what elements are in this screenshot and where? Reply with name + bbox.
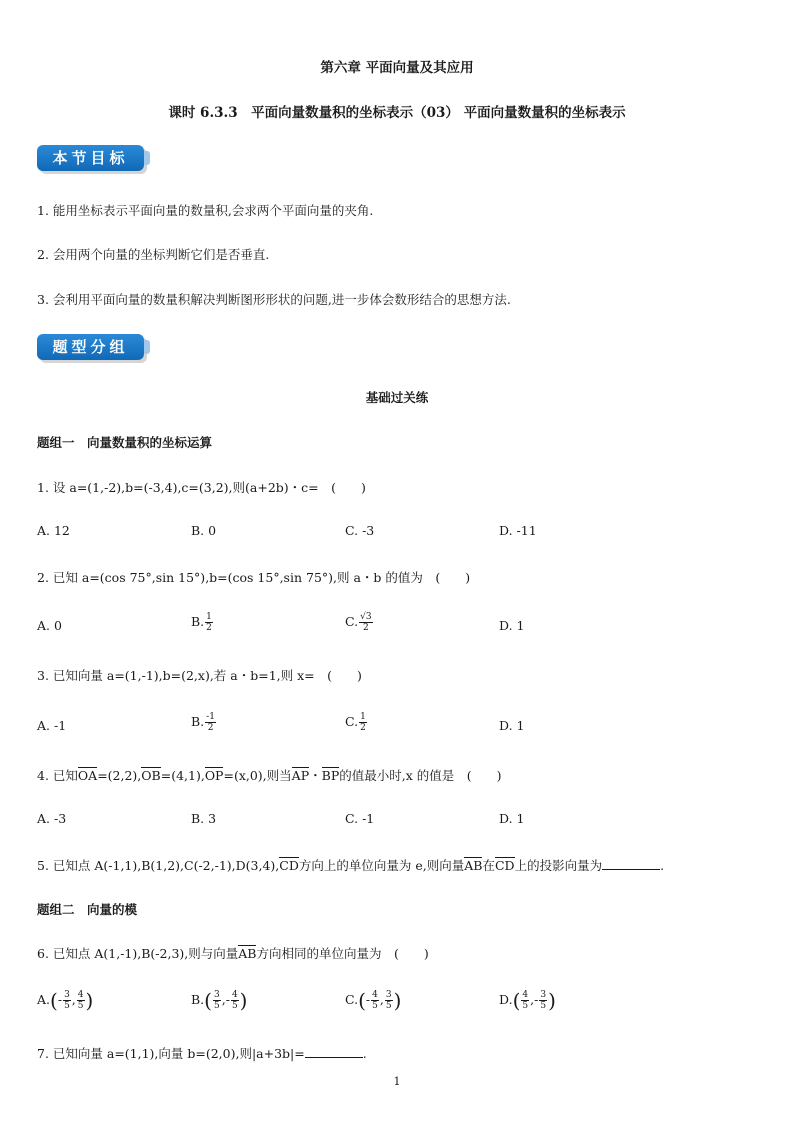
fraction-denominator: 5 [77,1001,84,1011]
q5-text: 在 [482,858,495,873]
objectives-section-label: 本节目标 [37,145,144,171]
q4-option-b: B. 3 [191,811,217,826]
q2-option-c-fraction [359,612,372,633]
q4-option-a: A. -3 [37,811,67,826]
vector-cd: CD [279,858,299,873]
right-paren: ) [548,988,556,1013]
q1-option-b: B. 0 [191,523,217,538]
q4-text: =(2,2), [97,768,142,783]
q7-stem [37,1044,367,1062]
lesson-title: 课时 6.3.3 平面向量数量积的坐标表示（03） 平面向量数量积的坐标表示 [168,105,626,121]
chapter-title: 第六章 平面向量及其应用 [320,60,474,76]
fraction-denominator: 5 [372,1001,378,1011]
q6-option-a: A.(- $\frac{3}{5}$ , $\frac{4}{5}$ ) [37,988,94,1013]
fraction-numerator: 4 [231,990,238,1000]
fraction-denominator: 2 [360,723,366,733]
fraction-denominator: 2 [206,623,212,633]
q4-stem [37,766,502,784]
q3-stem: 3. 已知向量 a=(1,-1),b=(2,x),若 a・b=1,则 x= ( ) [37,668,362,683]
q6-text: 方向相同的单位向量为 ( ) [256,946,429,961]
q4-text: 的值最小时,x 的值是 ( ) [339,768,502,783]
vector-ap: AP [291,768,310,783]
fraction-numerator [205,712,216,723]
q3-option-a: A. -1 [37,718,67,733]
groups-section-label: 题型分组 [37,334,144,360]
fraction-denominator: 2 [207,723,214,733]
fraction [231,990,239,1011]
q5-text: 上的投影向量为 [514,858,603,873]
left-paren: ( [50,988,58,1013]
objective-2: 2. 会用两个向量的坐标判断它们是否垂直. [37,247,270,262]
option-label: C. [345,992,359,1007]
q3-option-b-label: B. [191,714,205,729]
q2-stem: 2. 已知 a=(cos 75°,sin 15°),b=(cos 15°,sin 75°),则 a・b 的值为 ( ) [37,570,471,585]
q7-text: . [362,1046,367,1061]
fraction [521,990,529,1011]
fraction [539,990,547,1011]
right-paren: ) [239,988,248,1013]
q1-option-d: D. -11 [499,523,537,538]
q6-text: 6. 已知点 A(1,-1),B(-2,3),则与向量 [37,946,239,961]
q1-option-c: C. -3 [345,523,375,538]
q5-stem [37,856,664,874]
page-number: 1 [393,1075,401,1088]
fraction-numerator: 3 [540,990,547,1000]
q6-option-c: C.(- $\frac{4}{5}$ , $\frac{3}{5}$ ) [345,988,402,1013]
fraction-denominator: 5 [64,1001,70,1011]
q2-option-c-label: C. [345,614,359,629]
fraction-denominator: 5 [522,1001,529,1011]
fraction [385,990,393,1011]
fraction-numerator: 3 [213,990,220,1000]
option-label: B. [191,992,205,1007]
q7-text: 7. 已知向量 a=(1,1),向量 b=(2,0),则|a+3b|= [37,1046,305,1061]
q3-option-c-fraction [359,712,367,733]
q2-option-b-label: B. [191,614,205,629]
minus-sign: - [57,992,63,1007]
q2-option-d: D. 1 [499,618,525,633]
vector-cd: CD [494,858,515,873]
fraction-denominator: 5 [385,1001,392,1011]
right-paren: ) [85,988,94,1013]
q3-option-c [345,712,368,733]
vector-bp: BP [321,768,340,783]
objective-1: 1. 能用坐标表示平面向量的数量积,会求两个平面向量的夹角. [37,203,374,218]
objective-3: 3. 会利用平面向量的数量积解决判断图形形状的问题,进一步体会数形结合的思想方法. [37,292,511,307]
option-label: A. [37,992,51,1007]
fraction-numerator-value: 1 [209,712,215,722]
minus-sign: - [534,992,539,1007]
practice-title: 基础过关练 [365,390,429,405]
q6-stem [37,944,429,962]
fraction-numerator: 4 [522,990,529,1000]
q2-option-a: A. 0 [37,618,62,633]
q5-text: . [660,858,665,873]
q4-option-c: C. -1 [345,811,375,826]
vector-oa: OA [77,768,98,783]
q5-text: 5. 已知点 A(-1,1),B(1,2),C(-2,-1),D(3,4), [37,858,280,873]
minus-sign: - [225,992,230,1007]
minus-sign: - [365,992,371,1007]
answer-blank[interactable] [305,1045,363,1058]
vector-op: OP [204,768,224,783]
fraction-numerator: √3 [360,612,372,622]
q2-option-b [191,612,214,633]
fraction-numerator: 3 [385,990,392,1000]
q4-option-d: D. 1 [499,811,525,826]
left-paren: ( [512,988,521,1013]
fraction [63,990,71,1011]
fraction-numerator: 4 [372,990,378,1000]
q5-text: 方向上的单位向量为 e,则向量 [298,858,465,873]
q4-text: =(4,1), [160,768,205,783]
right-paren: ) [393,988,402,1013]
q1-stem: 1. 设 a=(1,-2),b=(-3,4),c=(3,2),则(a+2b)・c= ( ) [37,480,366,495]
left-paren: ( [204,988,212,1013]
fraction-denominator: 5 [540,1001,547,1011]
fraction-numerator: 4 [77,990,84,1000]
left-paren: ( [358,988,366,1013]
group2-title: 题组二 向量的模 [37,902,138,917]
vector-ab: AB [464,858,483,873]
q3-option-b [191,712,217,733]
q2-option-c [345,612,374,633]
fraction-numerator: 3 [64,990,70,1000]
minus-sign: - [206,712,210,722]
q2-option-b-fraction [205,612,213,633]
fraction-denominator: 5 [231,1001,238,1011]
answer-blank[interactable] [602,857,660,870]
fraction [213,990,221,1011]
fraction [371,990,379,1011]
fraction-denominator: 5 [213,1001,220,1011]
q1-option-a: A. 12 [37,523,70,538]
fraction-numerator: 1 [206,612,212,622]
fraction-denominator: 2 [362,623,369,633]
q4-text: =(x,0),则当 [223,768,292,783]
q3-option-c-label: C. [345,714,359,729]
fraction [77,990,85,1011]
q3-option-d: D. 1 [499,718,525,733]
fraction-numerator: 1 [360,712,366,722]
q4-text: ・ [309,768,322,783]
vector-ab: AB [238,946,257,961]
q6-option-b: B.( $\frac{3}{5}$ ,- $\frac{4}{5}$ ) [191,988,248,1013]
q6-option-d: D.( $\frac{4}{5}$ ,- $\frac{3}{5}$ ) [499,988,556,1013]
vector-ob: OB [141,768,161,783]
q4-text: 4. 已知 [37,768,78,783]
option-label: D. [499,992,513,1007]
q3-option-b-fraction [205,712,216,733]
group1-title: 题组一 向量数量积的坐标运算 [37,435,213,450]
